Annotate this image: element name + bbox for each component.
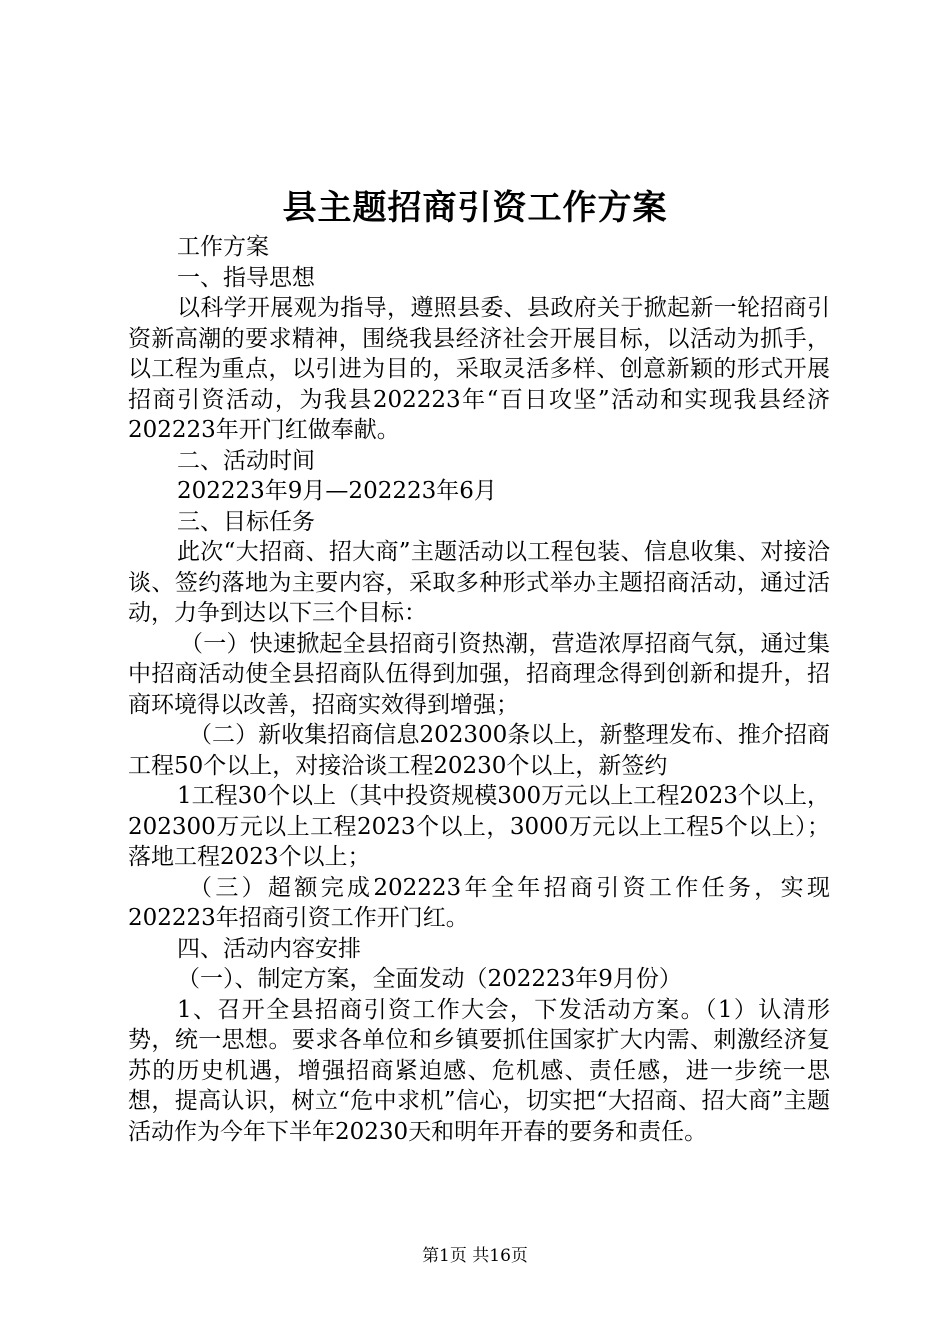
- paragraph-guiding-thought: 以科学开展观为指导，遵照县委、县政府关于掀起新一轮招商引资新高潮的要求精神，围绕我县经济社会开展目标，以活动为抓手，以工程为重点，以引进为目的，采取灵活多样、创意新颖的形式开展招商引资活动，为我县202223年“百日攻坚”活动和实现我县经济202223年开门红做奉献。: [128, 295, 830, 443]
- section-heading-activity-content: 四、活动内容安排: [177, 935, 361, 962]
- subsection-heading-plan: （一）、制定方案，全面发动（202223年9月份）: [177, 966, 682, 992]
- document-title: 县主题招商引资工作方案: [282, 188, 668, 228]
- paragraph-activity-time: 202223年9月—202223年6月: [177, 478, 497, 504]
- section-heading-guiding-thought: 一、指导思想: [177, 264, 315, 291]
- paragraph-goal-two-continued: 1工程30个以上（其中投资规模300万元以上工程2023个以上，202300万元以上工程2023个以上，3000万元以上工程5个以上）；落地工程2023个以上；: [128, 783, 830, 870]
- section-heading-goals: 三、目标任务: [177, 508, 315, 535]
- paragraph-goal-two: （二）新收集招商信息202300条以上，新整理发布、推介招商工程50个以上，对接洽谈工程20230个以上，新签约: [128, 722, 830, 779]
- paragraph-goal-three: （三）超额完成202223年全年招商引资工作任务，实现202223年招商引资工作开门红。: [128, 874, 830, 931]
- section-heading-activity-time: 二、活动时间: [177, 447, 315, 474]
- document-body: [128, 232, 830, 1147]
- paragraph-goals-intro: 此次“大招商、招大商”主题活动以工程包装、信息收集、对接洽谈、签约落地为主要内容，采取多种形式举办主题招商活动，通过活动，力争到达以下三个目标：: [128, 539, 830, 626]
- paragraph-goal-one: （一）快速掀起全县招商引资热潮，营造浓厚招商气氛，通过集中招商活动使全县招商队伍得到加强，招商理念得到创新和提升，招商环境得以改善，招商实效得到增强；: [128, 630, 830, 718]
- page-footer: 第1页 共16页: [422, 1246, 528, 1266]
- paragraph-plan-details: 1、召开全县招商引资工作大会，下发活动方案。（1）认清形势，统一思想。要求各单位和乡镇要抓住国家扩大内需、刺激经济复苏的历史机遇，增强招商紧迫感、危机感、责任感，进一步统一思想，提高认识，树立“危中求机”信心，切实把“大招商、招大商”主题活动作为今年下半年20230天和明年开春的要务和责任。: [128, 996, 830, 1145]
- paragraph-subtitle: 工作方案: [177, 234, 269, 260]
